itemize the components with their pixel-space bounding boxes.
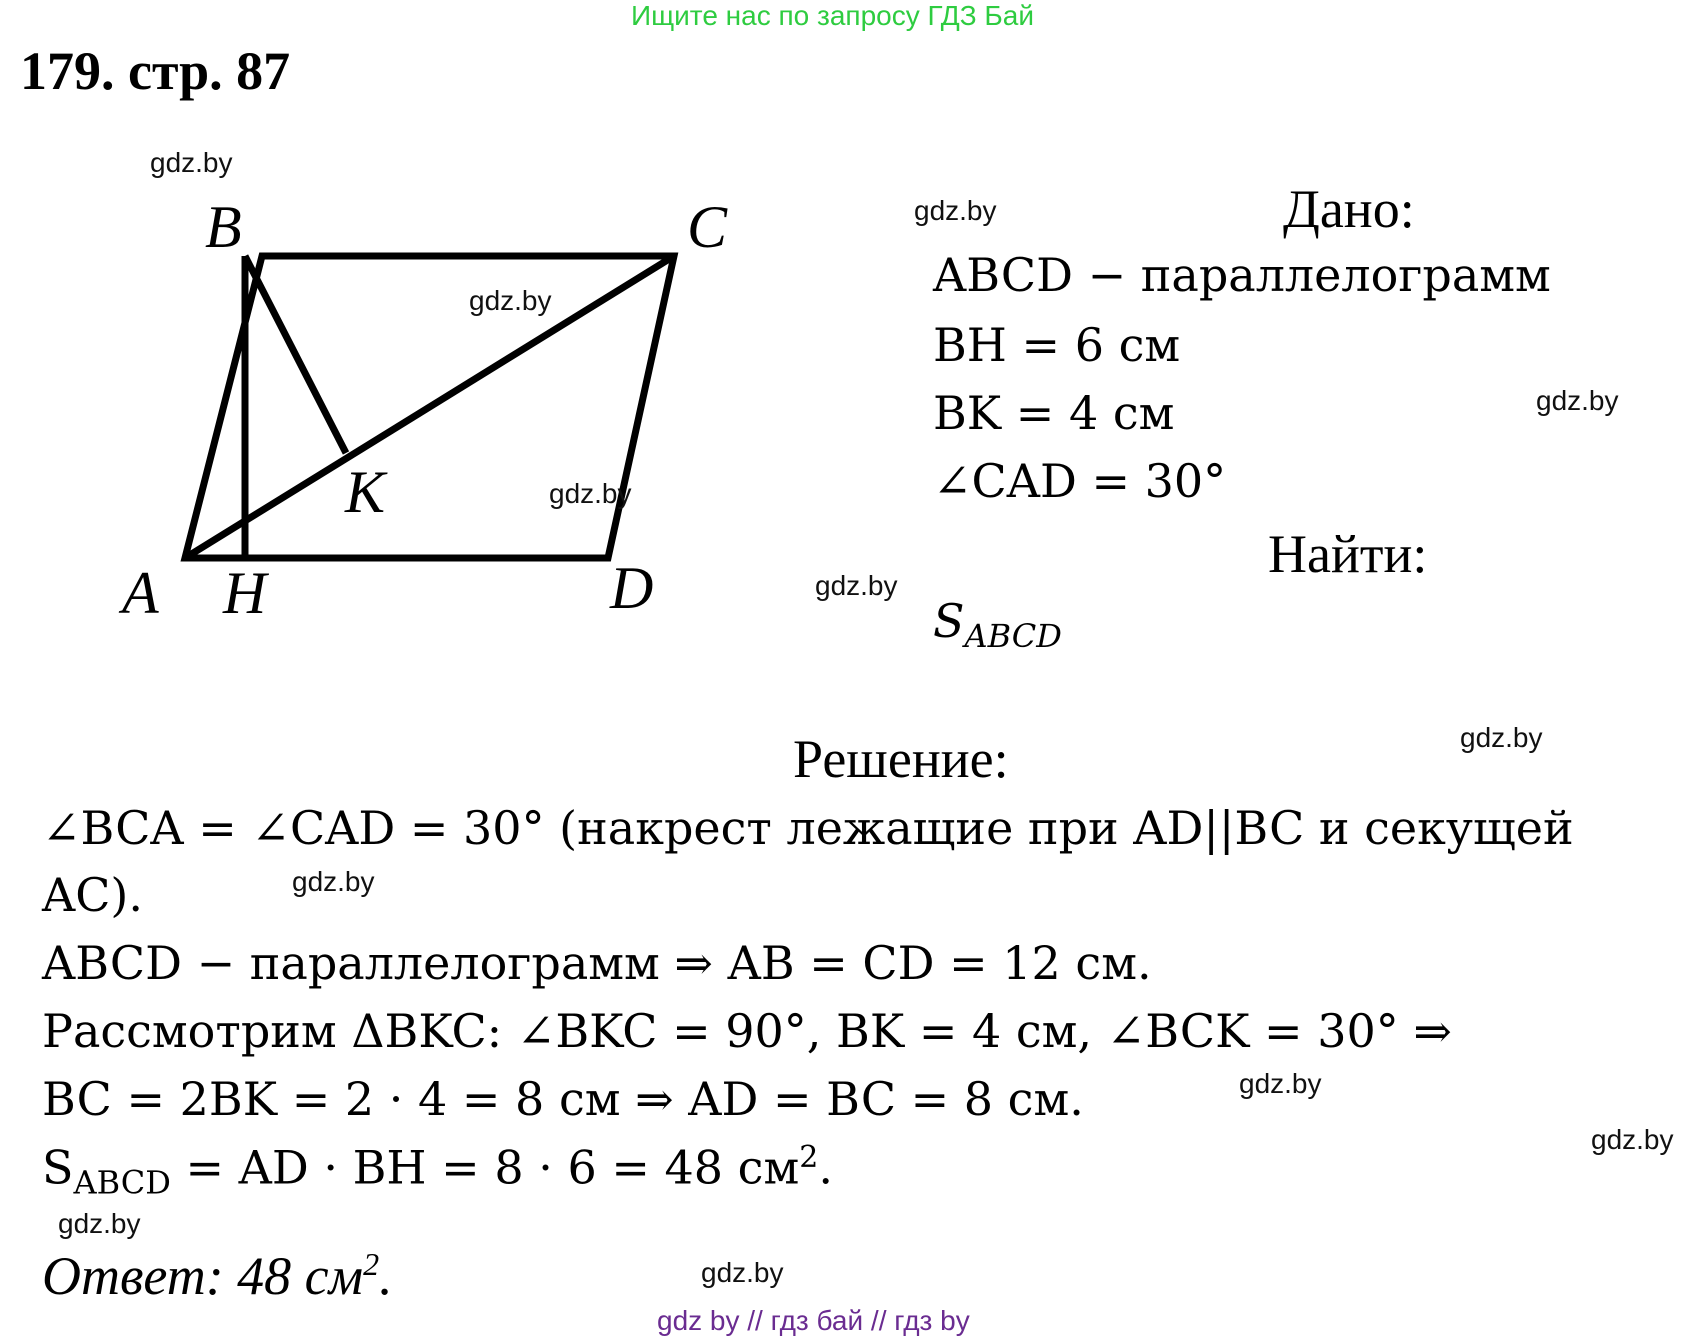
watermark: gdz.by — [292, 866, 375, 897]
given-line-4: ∠CAD = 30° — [933, 454, 1227, 508]
label-b: B — [205, 194, 242, 260]
label-k: K — [345, 459, 386, 525]
watermark: gdz.by — [469, 285, 552, 316]
solution-line-3: ABCD − параллелограмм ⇒ AB = CD = 12 см. — [42, 936, 1152, 990]
diagonal-ac — [185, 256, 674, 558]
area-rest: = AD · BH = 8 · 6 = 48 см — [170, 1140, 800, 1195]
find-subscript: ABCD — [964, 617, 1062, 656]
label-a: A — [122, 560, 159, 626]
watermark: gdz.by — [150, 147, 233, 178]
footer-links[interactable]: gdz by // гдз бай // гдз by — [657, 1305, 970, 1336]
area-symbol: S — [42, 1140, 74, 1195]
watermark: gdz.by — [1239, 1068, 1322, 1099]
label-h: H — [223, 560, 267, 626]
area-subscript: ABCD — [73, 1163, 171, 1202]
answer-text: Ответ: 48 см — [42, 1246, 364, 1306]
given-header: Дано: — [1283, 179, 1415, 239]
task-title: 179. стр. 87 — [20, 41, 291, 101]
parallelogram-figure — [110, 180, 810, 640]
watermark: gdz.by — [549, 478, 632, 509]
given-line-1: ABCD − параллелограмм — [933, 248, 1551, 302]
watermark: gdz.by — [701, 1257, 784, 1288]
solution-line-4: Рассмотрим ΔBKC: ∠BKC = 90°, BK = 4 см, ∠BCK = 30° ⇒ — [42, 1004, 1452, 1058]
answer-line — [42, 1245, 393, 1307]
solution-line-5: BC = 2BK = 2 · 4 = 8 см ⇒ AD = BC = 8 см. — [42, 1072, 1084, 1126]
watermark: gdz.by — [1460, 722, 1543, 753]
watermark: gdz.by — [815, 570, 898, 601]
given-line-3: BK = 4 см — [933, 386, 1175, 440]
solution-line-1: ∠BCA = ∠CAD = 30° (накрест лежащие при AD||BC и секущей — [42, 801, 1574, 855]
given-line-2: BH = 6 см — [933, 318, 1181, 372]
top-banner[interactable]: Ищите нас по запросу ГДЗ Бай — [631, 0, 1035, 31]
solution-area-line — [42, 1140, 833, 1202]
area-end: . — [818, 1140, 833, 1195]
find-header: Найти: — [1268, 524, 1428, 584]
watermark: gdz.by — [1591, 1124, 1674, 1155]
answer-sup: 2 — [363, 1246, 380, 1282]
solution-line-2: AC). — [42, 868, 143, 922]
watermark: gdz.by — [58, 1208, 141, 1239]
find-value — [933, 594, 1062, 655]
find-symbol: S — [933, 594, 965, 648]
area-sup: 2 — [799, 1140, 819, 1175]
label-c: C — [687, 194, 728, 260]
label-d: D — [610, 555, 654, 621]
solution-header: Решение: — [793, 729, 1009, 789]
watermark: gdz.by — [1536, 385, 1619, 416]
segment-bk — [245, 256, 346, 453]
answer-end: . — [379, 1246, 393, 1306]
watermark: gdz.by — [914, 195, 997, 226]
